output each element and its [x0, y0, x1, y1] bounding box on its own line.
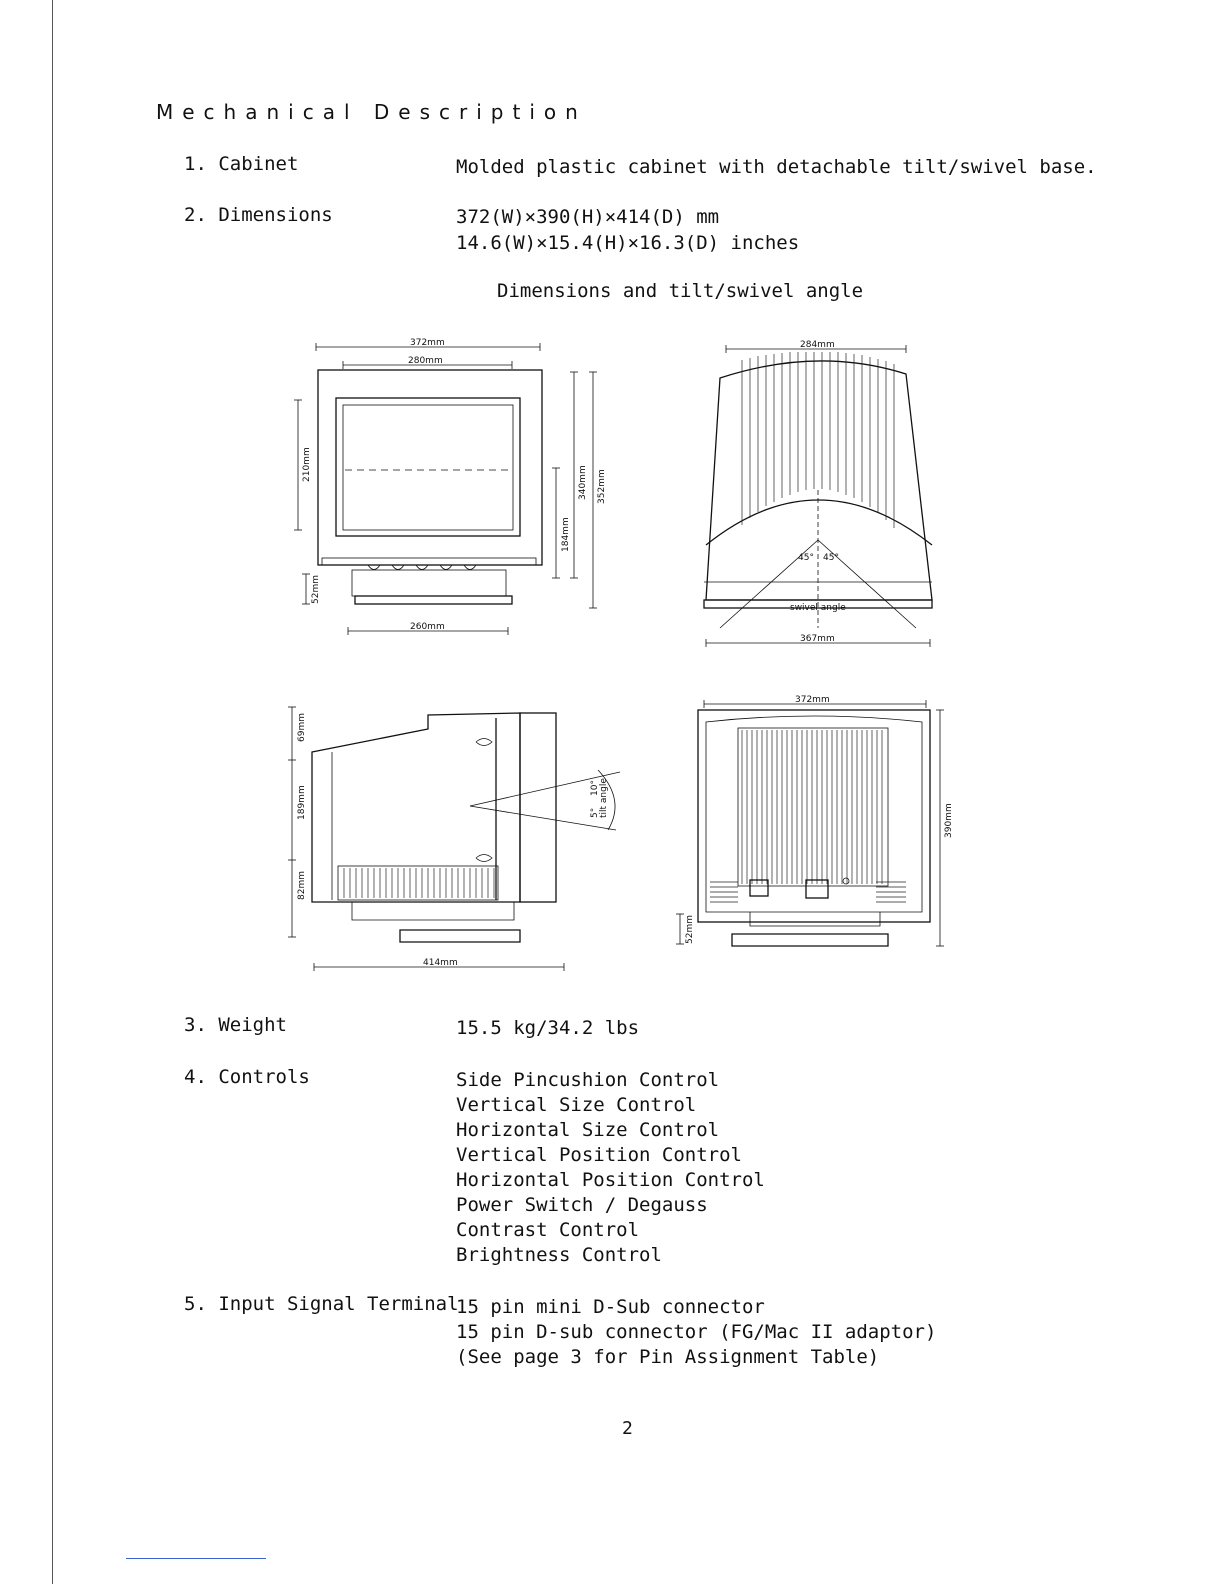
swivel-angle-label: swivel angle	[790, 603, 846, 613]
input-label: 5. Input Signal Terminal	[184, 1293, 459, 1315]
control-item: Horizontal Position Control	[456, 1169, 765, 1191]
top-view	[704, 340, 932, 647]
front-width-280: 280mm	[408, 356, 443, 366]
tilt-angle-10: 10°	[590, 780, 600, 796]
page-number: 2	[622, 1418, 633, 1439]
rear-view	[676, 695, 954, 946]
front-width-260: 260mm	[410, 622, 445, 632]
weight-label: 3. Weight	[184, 1014, 287, 1036]
front-height-52: 52mm	[311, 575, 321, 604]
input-line: (See page 3 for Pin Assignment Table)	[456, 1346, 880, 1368]
front-width-372: 372mm	[410, 338, 445, 348]
swivel-angle-right: 45°	[823, 553, 839, 563]
front-view	[294, 338, 607, 635]
controls-label: 4. Controls	[184, 1066, 310, 1088]
rear-height-52: 52mm	[685, 915, 695, 944]
top-width-284: 284mm	[800, 340, 835, 350]
control-item: Brightness Control	[456, 1244, 662, 1266]
scan-edge-line	[52, 0, 53, 1584]
front-height-352: 352mm	[597, 469, 607, 504]
cabinet-label: 1. Cabinet	[184, 153, 299, 175]
top-width-367: 367mm	[800, 634, 835, 644]
front-height-184: 184mm	[561, 517, 571, 552]
footnote-rule	[126, 1558, 266, 1559]
side-depth-414: 414mm	[423, 958, 458, 968]
control-item: Power Switch / Degauss	[456, 1194, 708, 1216]
rear-height-390: 390mm	[944, 803, 954, 838]
tilt-angle-label: tilt angle	[599, 778, 609, 818]
diagram-caption: Dimensions and tilt/swivel angle	[497, 280, 864, 302]
front-height-210: 210mm	[302, 447, 312, 482]
dimensions-label: 2. Dimensions	[184, 204, 333, 226]
monitor-dimension-diagram	[280, 330, 960, 980]
front-height-340: 340mm	[578, 465, 588, 500]
input-line: 15 pin D-sub connector (FG/Mac II adaptor)	[456, 1321, 937, 1343]
swivel-angle-left: 45°	[798, 553, 814, 563]
input-line: 15 pin mini D-Sub connector	[456, 1296, 765, 1318]
control-item: Side Pincushion Control	[456, 1069, 720, 1091]
side-view	[288, 707, 620, 971]
control-item: Vertical Size Control	[456, 1094, 697, 1116]
side-height-82: 82mm	[297, 871, 307, 900]
rear-width-372: 372mm	[795, 695, 830, 705]
cabinet-value: Molded plastic cabinet with detachable tilt/swivel base.	[456, 156, 1097, 178]
side-height-189: 189mm	[297, 785, 307, 820]
control-item: Vertical Position Control	[456, 1144, 742, 1166]
dimensions-inches: 14.6(W)×15.4(H)×16.3(D) inches	[456, 232, 800, 254]
dimensions-mm: 372(W)×390(H)×414(D) mm	[456, 206, 720, 228]
side-height-69: 69mm	[297, 713, 307, 742]
weight-value: 15.5 kg/34.2 lbs	[456, 1017, 640, 1039]
control-item: Horizontal Size Control	[456, 1119, 720, 1141]
control-item: Contrast Control	[456, 1219, 640, 1241]
page-title: Mechanical Description	[156, 100, 587, 124]
tilt-angle-5: 5°	[590, 807, 600, 818]
